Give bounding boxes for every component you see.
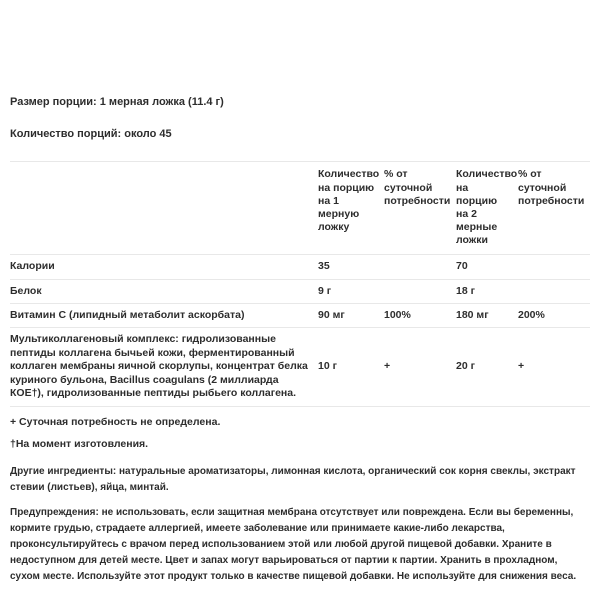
amount-per-1-scoop: 35 [318, 255, 384, 279]
other-ingredients-paragraph: Другие ингредиенты: натуральные ароматизаторы, лимонная кислота, органический сок корня свеклы, экстракт стевии (листьев), яйца, минтай. [10, 465, 576, 493]
amount-per-1-scoop: 9 г [318, 279, 384, 303]
dv-per-2-scoops: 200% [518, 304, 590, 328]
dv-per-2-scoops [518, 255, 590, 279]
dv-per-2-scoops: + [518, 328, 590, 406]
warnings-paragraph: Предупреждения: не использовать, если защитная мембрана отсутствует или повреждена. Если вы беременны, кормите грудью, страдаете аллергией, имеете заболевание или принимаете какие-либо лекарства, проконсультируйтесь с врачом перед использованием этой или любой другой пищевой добавки. Храните в недоступном для детей месте. Цвет и запах могут варьироваться от партии к партии. Хранить в прохладном, сухом месте. Используйте этот продукт только в качестве пищевой добавки. Не используйте для снижения веса. [10, 507, 577, 582]
nutrient-name: Витамин C (липидный метаболит аскорбата) [10, 304, 318, 328]
amount-per-2-scoops: 70 [456, 255, 518, 279]
footnote-daily-value: + Суточная потребность не определена. [10, 415, 221, 428]
col-header-nutrient [10, 162, 318, 255]
amount-per-2-scoops: 180 мг [456, 304, 518, 328]
table-header-row [10, 162, 590, 255]
col-header-dv-per-1-scoop: % от суточной потребности [384, 162, 456, 255]
dv-per-1-scoop [384, 279, 456, 303]
dv-per-2-scoops [518, 279, 590, 303]
nutrient-name: Калории [10, 255, 318, 279]
supplement-facts-table [10, 161, 590, 406]
amount-per-1-scoop: 90 мг [318, 304, 384, 328]
col-header-dv-per-2-scoops: % от суточной потребности [518, 162, 590, 255]
table-row [10, 279, 590, 303]
table-row [10, 328, 590, 406]
nutrient-name: Белок [10, 279, 318, 303]
dv-per-1-scoop [384, 255, 456, 279]
servings-per-container-line: Количество порций: около 45 [10, 128, 172, 141]
footnote-at-time-of-manufacture: †На момент изготовления. [10, 438, 149, 451]
amount-per-2-scoops: 18 г [456, 279, 518, 303]
dv-per-1-scoop: 100% [384, 304, 456, 328]
col-header-amount-per-1-scoop: Количество на порцию на 1 мерную ложку [318, 162, 384, 255]
serving-size-line: Размер порции: 1 мерная ложка (11.4 г) [10, 96, 224, 108]
amount-per-2-scoops: 20 г [456, 328, 518, 406]
table-row [10, 255, 590, 279]
col-header-amount-per-2-scoops: Количество на порцию на 2 мерные ложки [456, 162, 518, 255]
nutrient-name: Мультиколлагеновый комплекс: гидролизованные пептиды коллагена бычьей кожи, ферментированный коллаген мембраны яичной скорлупы, концентрат белка куриного бульона, Bacillus coagulans (2 миллиарда КОЕ†), гидролизованные пептиды рыбьего коллагена. [10, 328, 318, 406]
amount-per-1-scoop: 10 г [318, 328, 384, 406]
dv-per-1-scoop: + [384, 328, 456, 406]
table-row [10, 304, 590, 328]
